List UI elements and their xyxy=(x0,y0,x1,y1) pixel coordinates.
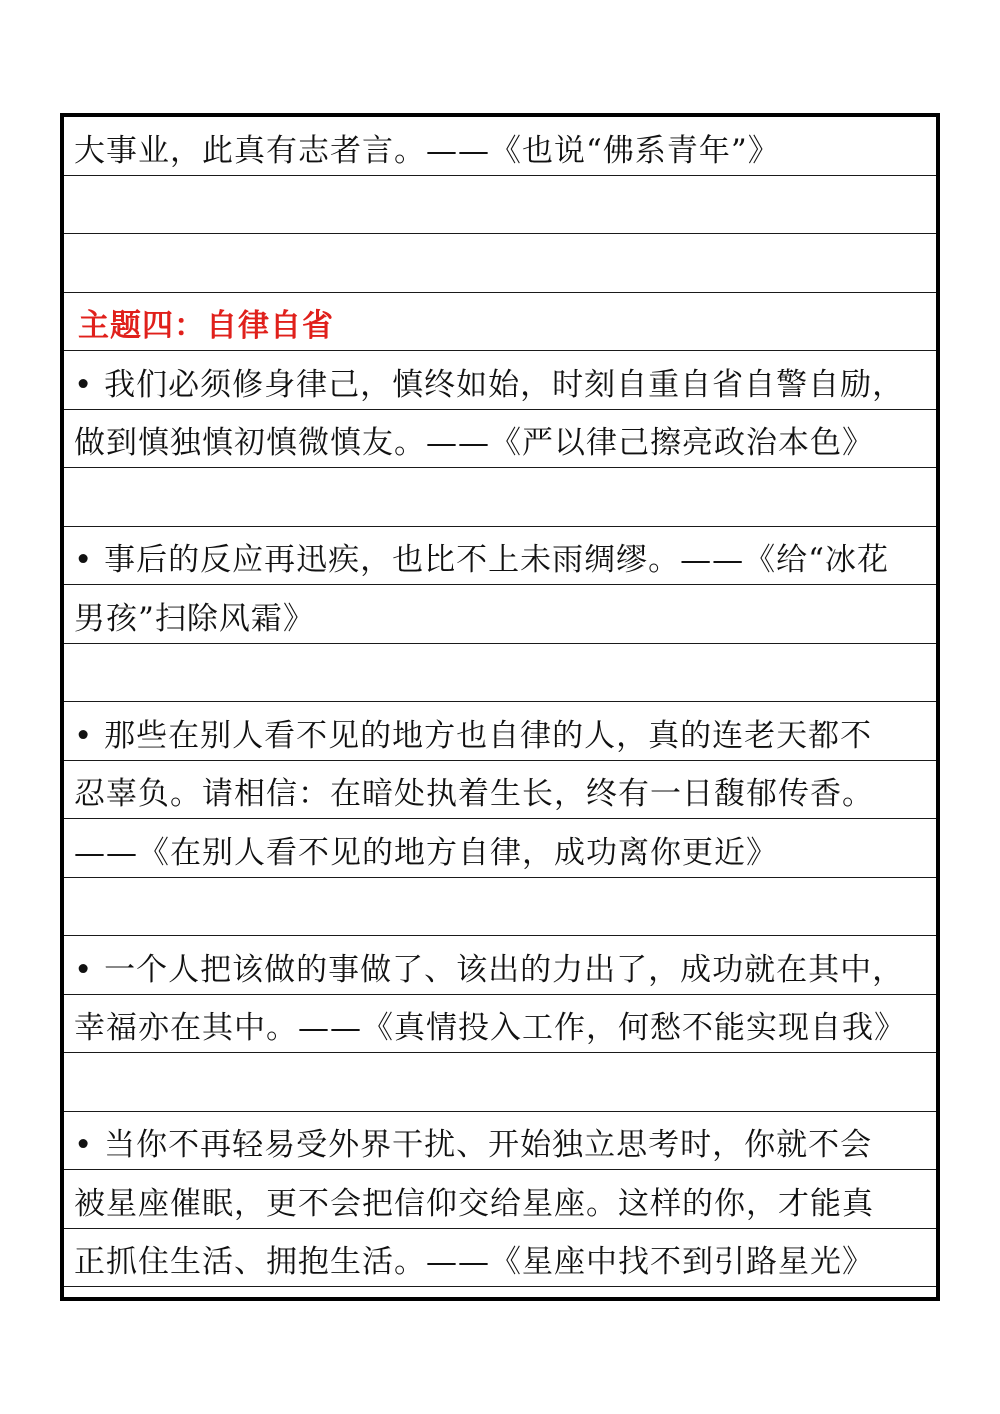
ruled-line xyxy=(64,702,936,761)
ruled-line xyxy=(64,1112,936,1171)
ruled-line xyxy=(64,293,936,352)
ruled-line xyxy=(64,585,936,644)
ruled-line xyxy=(64,1229,936,1288)
ruled-line xyxy=(64,761,936,820)
ruled-line xyxy=(64,1170,936,1229)
section-heading: 主题四：自律自省 xyxy=(78,308,334,344)
ruled-line xyxy=(64,410,936,469)
ruled-line xyxy=(64,878,936,937)
ruled-note-sheet xyxy=(60,113,940,1301)
ruled-line xyxy=(64,468,936,527)
ruled-line xyxy=(64,117,936,176)
line-text: 忍辜负。请相信：在暗处执着生长，终有一日馥郁传香。 xyxy=(74,776,874,812)
line-text: 被星座催眠，更不会把信仰交给星座。这样的你，才能真 xyxy=(74,1185,874,1222)
ruled-line xyxy=(64,995,936,1054)
ruled-line xyxy=(64,527,936,586)
ruled-line xyxy=(64,1053,936,1112)
line-text: ——《在别人看不见的地方自律，成功离你更近》 xyxy=(74,834,778,871)
line-text: 大事业，此真有志者言。——《也说“佛系青年”》 xyxy=(74,132,780,169)
line-text: 正抓住生活、拥抱生活。——《星座中找不到引路星光》 xyxy=(74,1244,874,1280)
ruled-line xyxy=(64,176,936,235)
line-text: 男孩”扫除风霜》 xyxy=(74,600,315,637)
line-text: • 当你不再轻易受外界干扰、开始独立思考时，你就不会 xyxy=(74,1127,873,1163)
ruled-line xyxy=(64,936,936,995)
line-text: 做到慎独慎初慎微慎友。——《严以律己擦亮政治本色》 xyxy=(74,425,874,461)
line-text: • 我们必须修身律己，慎终如始，时刻自重自省自警自励， xyxy=(74,366,905,403)
ruled-line xyxy=(64,819,936,878)
line-text: • 事后的反应再迅疾，也比不上未雨绸缪。——《给“冰花 xyxy=(74,542,889,578)
ruled-line xyxy=(64,644,936,703)
line-text: • 那些在别人看不见的地方也自律的人，真的连老天都不 xyxy=(74,717,873,754)
line-text: • 一个人把该做的事做了、该出的力出了，成功就在其中， xyxy=(74,951,905,988)
ruled-line xyxy=(64,234,936,293)
ruled-line xyxy=(64,351,936,410)
line-text: 幸福亦在其中。——《真情投入工作，何愁不能实现自我》 xyxy=(74,1010,906,1046)
